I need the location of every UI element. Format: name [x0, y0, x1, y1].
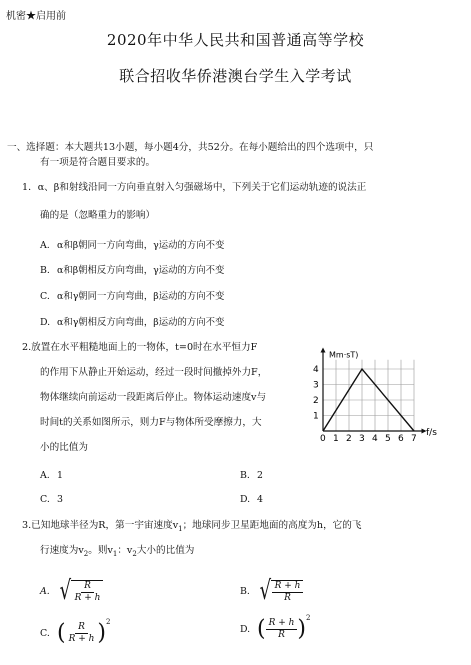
option-label: D.: [40, 317, 51, 328]
y-axis-arrow: [321, 348, 326, 353]
fraction: [72, 581, 104, 604]
q2-stem-line2: 的作用下从静止开始运动，经过一段时间撤掉外力F，: [40, 367, 268, 378]
section-heading-line1: 一、选择题：本大题共13小题，每小题4分，共52分。在每小题给出的四个选项中，只: [7, 142, 374, 153]
x-tick-label: 0: [320, 434, 326, 442]
x-tick-label: 6: [398, 434, 404, 442]
q2-stem-line1: 2.放置在水平粗糙地面上的一物体，t=0时在水平恒力F: [22, 342, 258, 353]
x-tick-label: 3: [359, 434, 365, 442]
option-text: 4: [256, 494, 263, 505]
q2-option-d[interactable]: [240, 494, 263, 505]
y-tick-label: 1: [313, 411, 319, 422]
option-label: C.: [40, 628, 50, 639]
q1-option-b[interactable]: [40, 262, 224, 276]
x-tick-label: 1: [333, 434, 339, 442]
option-text: 1: [56, 470, 63, 481]
q1-stem-line1: 1．α、β和射线沿同一方向垂直射入匀强磁场中，下列关于它们运动轨迹的说法正: [22, 182, 367, 193]
y-tick-label: 4: [313, 365, 319, 375]
exponent: 2: [306, 614, 311, 622]
q3-subscript: 2: [132, 549, 137, 558]
fraction: [66, 622, 98, 645]
exam-title-line1: 2020年中华人民共和国普通高等学校: [106, 31, 365, 49]
option-label: B.: [240, 585, 250, 597]
denominator: R: [278, 630, 285, 640]
q2-stem-line5: 小的比值为: [40, 442, 88, 453]
section-heading-line2: 有一项是符合题目要求的。: [40, 157, 156, 168]
q3-text-part: ；地球同步卫星距地面的高度为h，它的飞: [182, 520, 362, 531]
y-tick-label: 3: [313, 380, 319, 391]
option-label: D.: [240, 494, 251, 505]
option-label: A.: [40, 585, 50, 597]
option-label: A.: [40, 240, 50, 251]
velocity-time-chart: [310, 338, 460, 442]
option-text: 3: [56, 494, 63, 505]
q2-option-a[interactable]: [40, 470, 63, 481]
q3-option-b[interactable]: [240, 578, 303, 604]
option-label: B.: [240, 470, 250, 481]
x-tick-label: 5: [385, 434, 391, 442]
numerator: R: [75, 622, 88, 634]
q2-option-c[interactable]: [40, 494, 63, 505]
q2-stem-line4: 时间t的关系如图所示，则力F与物体所受摩擦力，大: [40, 417, 262, 428]
q3-subscript: 2: [83, 549, 89, 558]
denominator: R + h: [74, 593, 101, 603]
option-text: 2: [256, 470, 263, 481]
option-label: D.: [240, 624, 251, 635]
x-tick-label: 7: [411, 434, 417, 442]
square-root: √ $\frac{R}{R + h}$: [57, 578, 103, 604]
q1-option-c[interactable]: [40, 288, 224, 302]
y-tick-label: 2: [313, 396, 319, 406]
option-text: α和β朝同一方向弯曲，γ运动的方向不变: [56, 240, 225, 251]
fraction: [272, 581, 304, 604]
chart-grid: [323, 360, 414, 431]
option-label: B.: [40, 265, 50, 276]
q1-option-d[interactable]: [40, 314, 224, 328]
q1-stem-line2: 确的是（忽略重力的影响）: [40, 210, 156, 221]
denominator: R: [284, 593, 291, 603]
q3-text-part: ：v: [117, 545, 133, 556]
confidential-mark: 机密★启用前: [6, 11, 66, 22]
fraction: [266, 618, 298, 641]
option-text: α和β朝相反方向弯曲，γ运动的方向不变: [56, 265, 225, 276]
q3-option-c[interactable]: C. ( $\frac{R}{R + h}$ )$^2$: [40, 618, 111, 646]
numerator: R + h: [272, 581, 304, 593]
q3-subscript: 1: [112, 549, 118, 558]
x-tick-label: 2: [346, 434, 352, 442]
q3-stem-line1: [22, 520, 361, 535]
q3-text-part: 。则v: [88, 545, 113, 556]
square-root: √ $\frac{R + h}{R}$: [257, 578, 303, 604]
x-tick-label: 4: [372, 434, 378, 442]
q3-stem-line2: [40, 545, 194, 560]
option-text: α和γ朝同一方向弯曲，β运动的方向不变: [56, 291, 225, 302]
exponent: 2: [106, 618, 111, 626]
y-axis-label: Mm·sT): [329, 350, 359, 360]
option-label: C.: [40, 494, 50, 505]
q3-text-part: 大小的比值为: [136, 545, 195, 556]
x-axis-label: f/s: [426, 428, 437, 438]
q3-subscript: 1: [178, 524, 183, 533]
exam-title-line2: 联合招收华侨港澳台学生入学考试: [119, 67, 352, 85]
q3-text-part: 3.已知地球半径为R，第一宇宙速度v: [22, 520, 179, 531]
numerator: R: [81, 581, 94, 593]
option-label: A.: [40, 470, 50, 481]
q2-stem-line3: 物体继续向前运动一段距离后停止。物体运动速度v与: [40, 392, 267, 403]
q1-option-a[interactable]: [40, 237, 224, 251]
q2-option-b[interactable]: [240, 470, 263, 481]
q3-option-a[interactable]: [40, 578, 103, 604]
option-text: α和γ朝相反方向弯曲，β运动的方向不变: [56, 317, 225, 328]
q3-option-d[interactable]: D. ( $\frac{R + h}{R}$ )$^2$: [240, 614, 311, 642]
numerator: R + h: [266, 618, 298, 630]
q3-text-part: 行速度为v: [40, 545, 84, 556]
option-label: C.: [40, 291, 50, 302]
denominator: R + h: [68, 634, 95, 644]
